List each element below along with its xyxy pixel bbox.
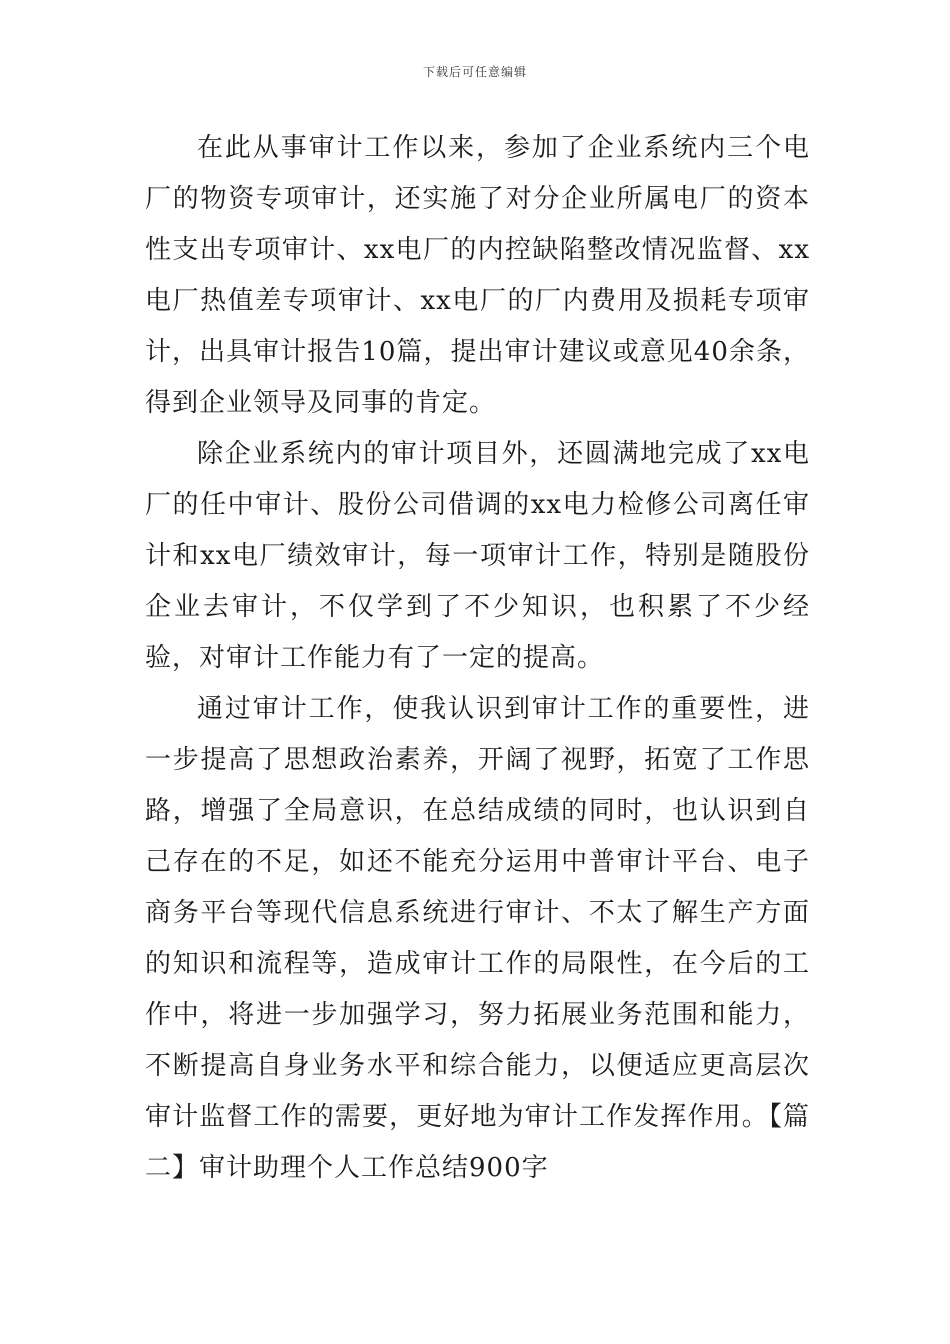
page-header: 下载后可任意编辑 xyxy=(422,65,527,79)
paragraph-2: 除企业系统内的审计项目外，还圆满地完成了xx电厂的任中审计、股份公司借调的xx电力检修公司离任审计和xx电厂绩效审计，每一项审计工作，特别是随股份企业去审计，不仅学到了不少知识，也积累了不少经验，对审计工作能力有了一定的提高。 xyxy=(145,439,810,673)
paragraph-3: 通过审计工作，使我认识到审计工作的重要性，进一步提高了思想政治素养，开阔了视野，拓宽了工作思路，增强了全局意识，在总结成绩的同时，也认识到自己存在的不足，如还不能充分运用中普审计平台、电子商务平台等现代信息系统进行审计、不太了解生产方面的知识和流程等，造成审计工作的局限性，在今后的工作中，将进一步加强学习，努力拓展业务范围和能力，不断提高自身业务水平和综合能力，以便适应更高层次审计监督工作的需要，更好地为审计工作发挥作用。【篇二】审计助理个人工作总结900字 xyxy=(145,694,810,1183)
paragraph-1: 在此从事审计工作以来，参加了企业系统内三个电厂的物资专项审计，还实施了对分企业所属电厂的资本性支出专项审计、xx电厂的内控缺陷整改情况监督、xx电厂热值差专项审计、xx电厂的厂内费用及损耗专项审计，出具审计报告10篇，提出审计建议或意见40余条，得到企业领导及同事的肯定。 xyxy=(145,133,810,418)
document-body xyxy=(145,123,810,1194)
